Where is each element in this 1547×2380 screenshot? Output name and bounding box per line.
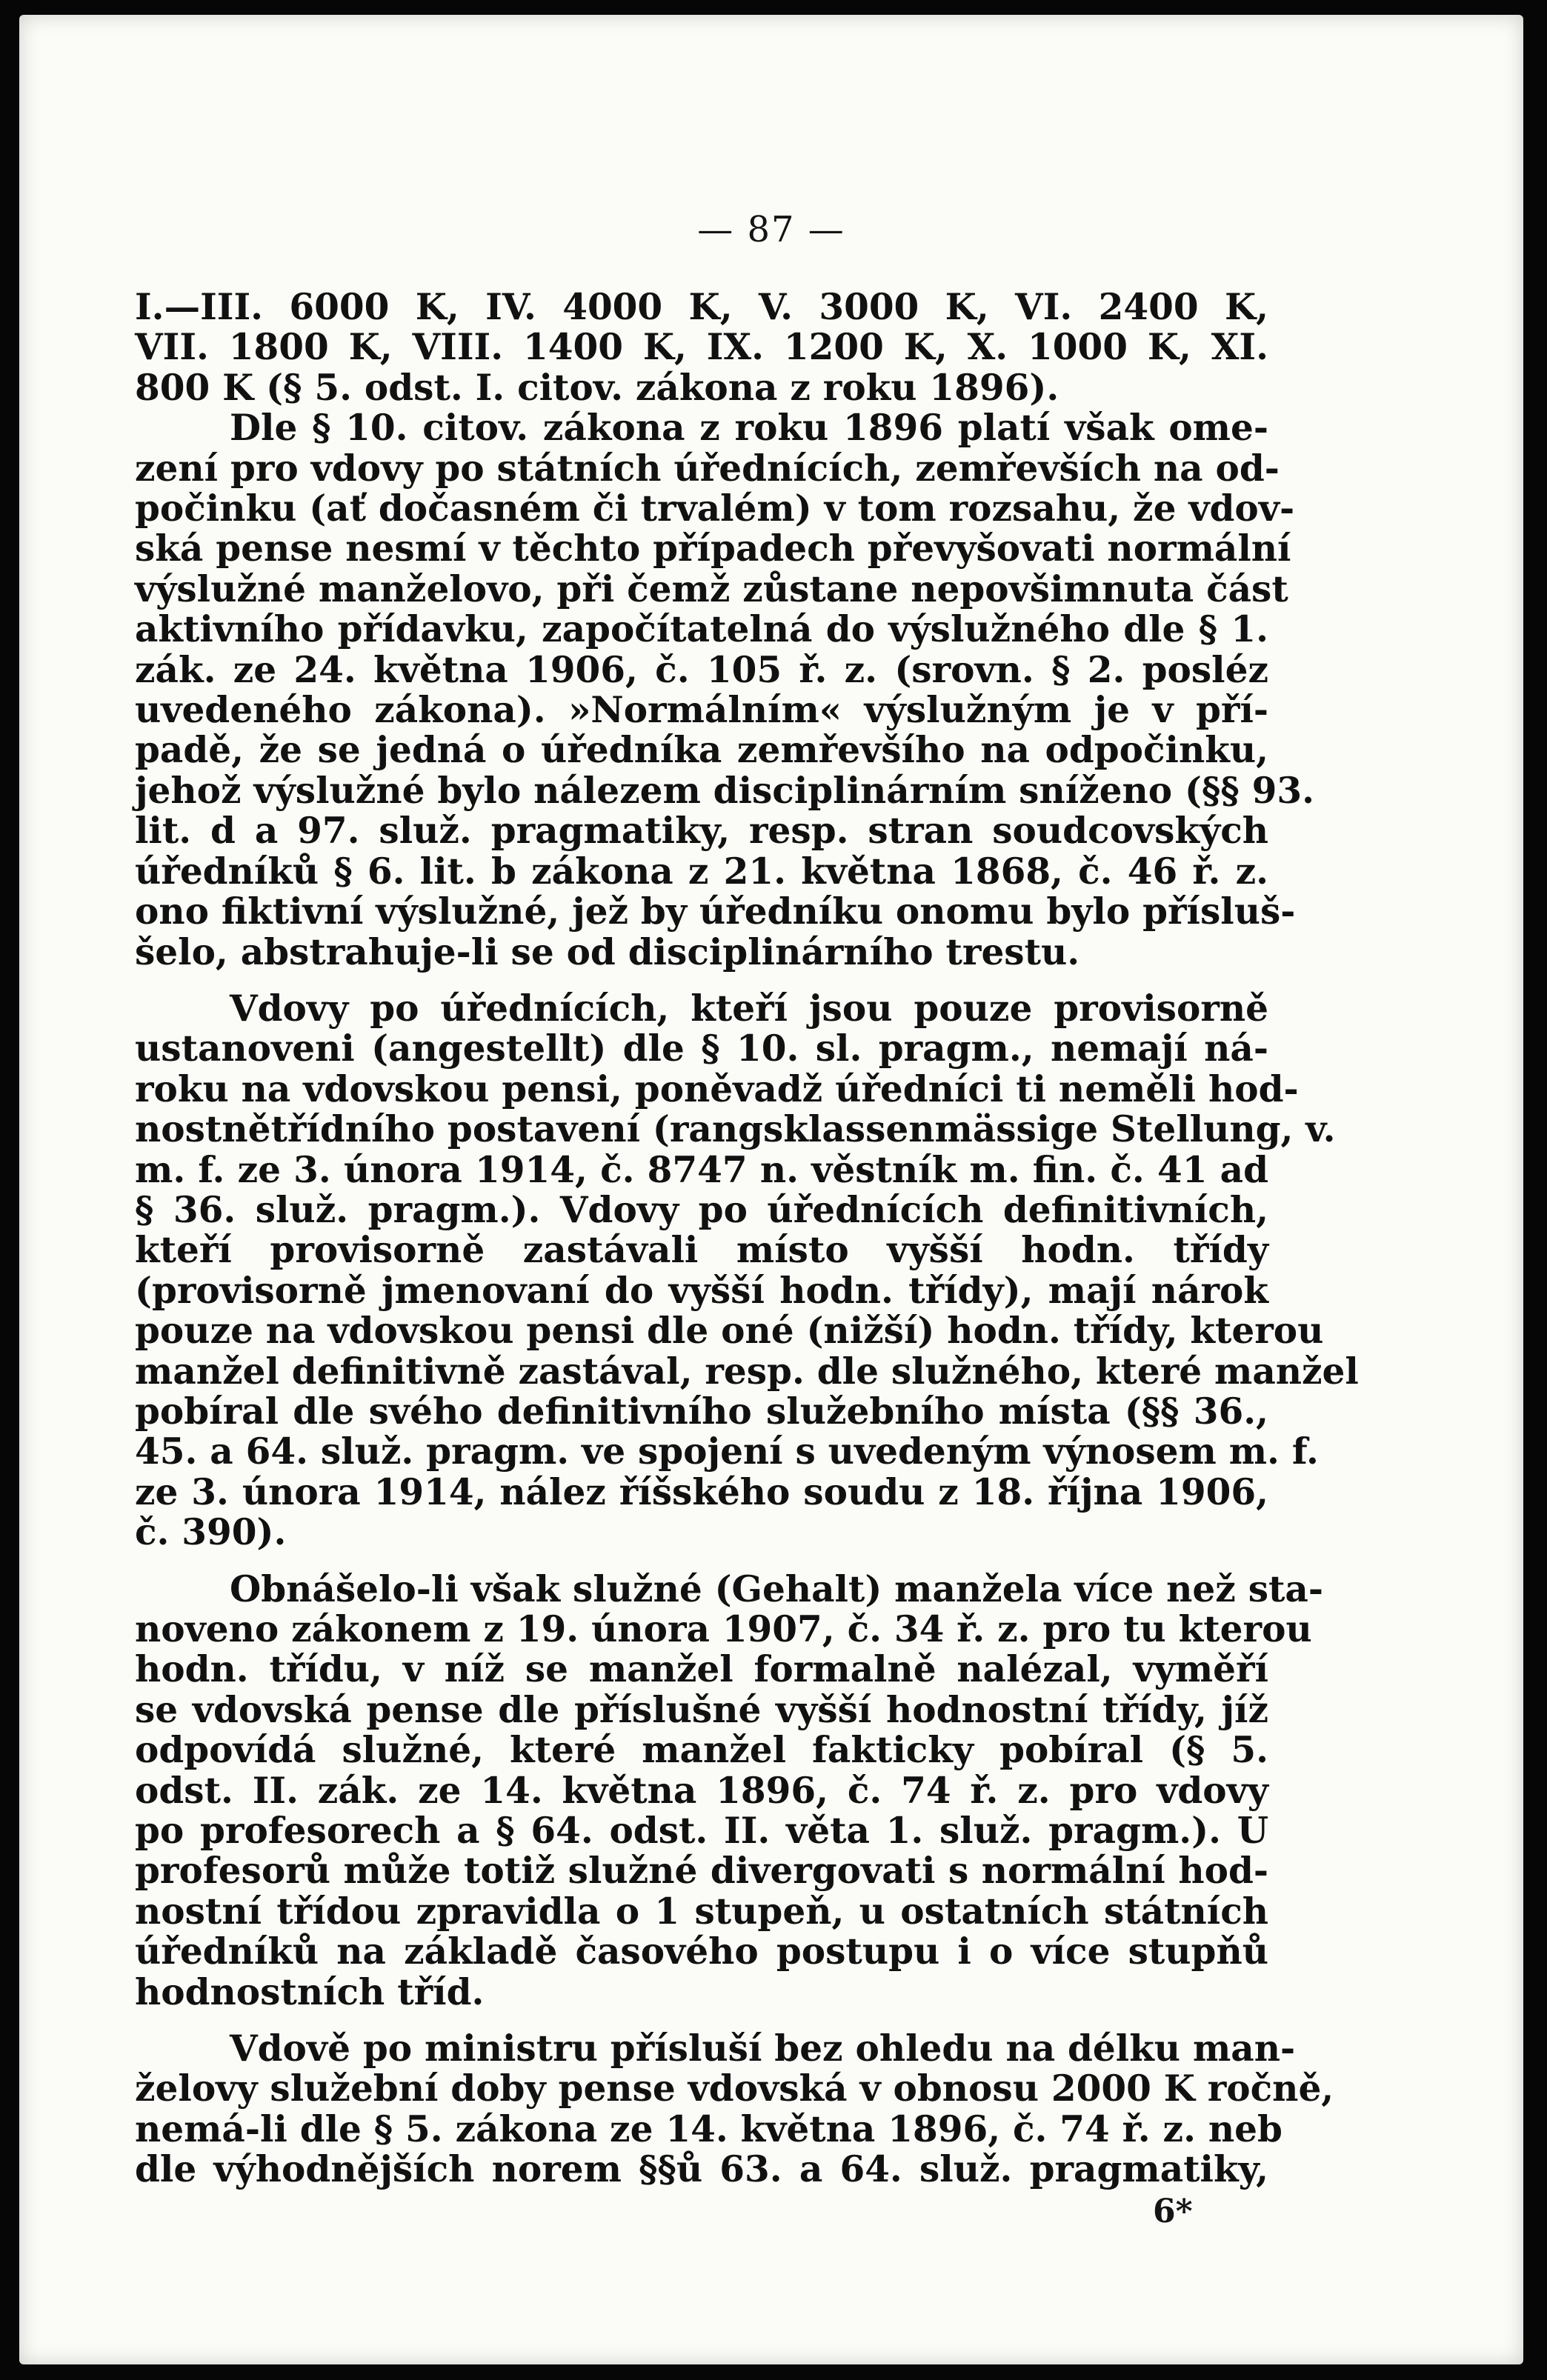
text-line: lit. d a 97. služ. pragmatiky, resp. stran soudcovských — [135, 810, 1268, 853]
text-line: roku na vdovskou pensi, poněvadž úředníci ti neměli hod- — [135, 1067, 1299, 1110]
text-line: 800 K (§ 5. odst. I. citov. zákona z roku 1896). — [135, 366, 1059, 409]
text-line: hodnostních tříd. — [135, 1970, 485, 2013]
text-line: zák. ze 24. května 1906, č. 105 ř. z. (srovn. § 2. posléz — [135, 648, 1268, 691]
body-text — [135, 286, 1359, 2191]
text-line: VII. 1800 K, VIII. 1400 K, IX. 1200 K, X. 1000 K, XI. — [135, 326, 1268, 369]
text-line: 45. a 64. služ. pragm. ve spojení s uvedeným výnosem m. f. — [135, 1430, 1319, 1473]
text-line: aktivního přídavku, započítatelná do výslužného dle § 1. — [135, 608, 1268, 651]
text-line: po profesorech a § 64. odst. II. věta 1. služ. pragm.). U — [135, 1810, 1268, 1853]
text-line: Obnášelo-li však služné (Gehalt) manžela více než sta- — [230, 1567, 1323, 1610]
text-line: I.—III. 6000 K, IV. 4000 K, V. 3000 K, VI. 2400 K, — [135, 286, 1268, 328]
text-line: zení pro vdovy po státních úřednících, zemřevších na od- — [135, 447, 1280, 490]
text-line: jehož výslužné bylo nálezem disciplinárním sníženo (§§ 93. — [135, 769, 1314, 812]
text-line: výslužné manželovo, při čemž zůstane nepovšimnuta část — [135, 567, 1288, 610]
text-line: nostní třídou zpravidla o 1 stupeň, u ostatních státních — [135, 1890, 1268, 1933]
printer-signature-mark: 6* — [1153, 2193, 1193, 2230]
text-line: Dle § 10. citov. zákona z roku 1896 platí však ome- — [230, 407, 1268, 450]
text-line: m. f. ze 3. února 1914, č. 8747 n. věstník m. fin. č. 41 ad — [135, 1148, 1268, 1191]
text-line: ze 3. února 1914, nález říšského soudu z 18. října 1906, — [135, 1470, 1268, 1513]
text-line: odpovídá služné, které manžel fakticky pobíral (§ 5. — [135, 1729, 1268, 1772]
text-line: se vdovská pense dle příslušné vyšší hodnostní třídy, jíž — [135, 1688, 1268, 1731]
text-line: ono fiktivní výslužné, jež by úředníku onomu bylo přísluš- — [135, 890, 1296, 933]
text-line: pouze na vdovskou pensi dle oné (nižší) hodn. třídy, kterou — [135, 1310, 1324, 1353]
text-line: kteří provisorně zastávali místo vyšší hodn. třídy — [135, 1229, 1268, 1272]
paragraph-provisional-officials — [135, 987, 1359, 1554]
text-line: počinku (ať dočasném či trvalém) v tom rozsahu, že vdov- — [135, 487, 1295, 530]
text-line: uvedeného zákona). »Normálním« výslužným je v pří- — [135, 689, 1268, 732]
text-line: odst. II. zák. ze 14. května 1896, č. 74 ř. z. pro vdovy — [135, 1769, 1268, 1812]
text-line: Vdově po ministru přísluší bez ohledu na délku man- — [230, 2027, 1296, 2070]
text-line: hodn. třídu, v níž se manžel formalně nalézal, vyměří — [135, 1648, 1268, 1691]
text-line: noveno zákonem z 19. února 1907, č. 34 ř. z. pro tu kterou — [135, 1608, 1312, 1650]
text-line: padě, že se jedná o úředníka zemřevšího na odpočinku, — [135, 729, 1268, 772]
text-line: nemá-li dle § 5. zákona ze 14. května 1896, č. 74 ř. z. neb — [135, 2107, 1282, 2150]
paragraph-limitation — [135, 407, 1314, 973]
text-line: želovy služební doby pense vdovská v obnosu 2000 K ročně, — [135, 2067, 1334, 2110]
paragraph-pension-rates — [135, 287, 1268, 408]
text-line: (provisorně jmenovaní do vyšší hodn. třídy), mají nárok — [135, 1269, 1268, 1312]
paragraph-minister-widow — [135, 2027, 1334, 2191]
text-line: profesorů může totiž služné divergovati s normální hod- — [135, 1850, 1268, 1893]
text-line: nostnětřídního postavení (rangsklassenmässige Stellung, v. — [135, 1108, 1336, 1151]
text-line: dle výhodnějších norem §§ů 63. a 64. služ. pragmatiky, — [135, 2148, 1268, 2191]
paragraph-salary-exceeded — [135, 1567, 1323, 2013]
book-page — [19, 15, 1523, 2364]
text-line: § 36. služ. pragm.). Vdovy po úřednících definitivních, — [135, 1188, 1268, 1231]
page-number: — 87 — — [697, 209, 845, 250]
text-line: manžel definitivně zastával, resp. dle služného, které manžel — [135, 1350, 1359, 1393]
text-line: ustanoveni (angestellt) dle § 10. sl. pragm., nemají ná- — [135, 1027, 1268, 1070]
text-line: Vdovy po úřednících, kteří jsou pouze provisorně — [230, 987, 1268, 1030]
text-line: pobíral dle svého definitivního služebního místa (§§ 36., — [135, 1390, 1268, 1433]
text-line: č. 390). — [135, 1511, 287, 1554]
text-line: úředníků na základě časového postupu i o více stupňů — [135, 1930, 1268, 1973]
text-line: úředníků § 6. lit. b zákona z 21. května 1868, č. 46 ř. z. — [135, 850, 1268, 893]
text-line: ská pense nesmí v těchto případech převyšovati normální — [135, 527, 1291, 570]
text-line: šelo, abstrahuje-li se od disciplinárního trestu. — [135, 930, 1080, 973]
